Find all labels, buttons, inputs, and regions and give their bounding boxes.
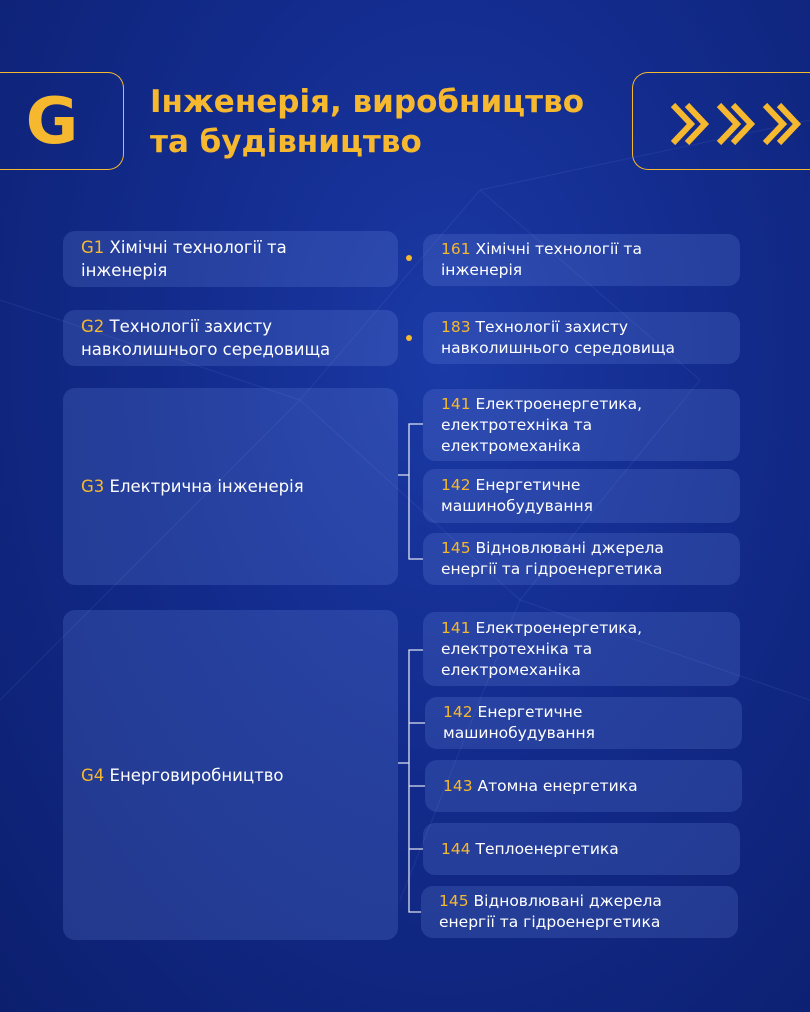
specialty-card-144	[423, 823, 740, 875]
specialty-name: Енергетичне	[475, 476, 581, 494]
specialty-card-141	[423, 612, 740, 686]
specialty-card-141	[423, 389, 740, 461]
specialty-name: Електроенергетика,	[475, 394, 643, 413]
specialty-card-145	[421, 886, 738, 938]
group-code: G2	[81, 317, 105, 336]
specialty-name: Теплоенергетика	[475, 839, 619, 858]
specialty-name-line-2: машинобудування	[441, 497, 593, 515]
specialty-name-line-2: інженерія	[441, 261, 523, 279]
specialty-card-183	[423, 312, 740, 364]
connector-dot	[406, 335, 412, 341]
specialty-name-line-2: енергії та гідроенергетика	[441, 560, 663, 578]
specialty-name-line-2: енергії та гідроенергетика	[439, 913, 661, 931]
specialty-name-line-2: машинобудування	[443, 724, 595, 742]
arrows-box	[632, 72, 810, 170]
section-letter: G	[25, 85, 79, 159]
specialty-code: 144	[441, 839, 471, 858]
specialty-code: 142	[443, 703, 473, 721]
group-card-g4	[63, 610, 398, 940]
specialty-code: 142	[441, 476, 471, 494]
group-card-g2	[63, 310, 398, 366]
group-name: Енерговиробництво	[109, 765, 284, 785]
specialty-code: 145	[441, 539, 471, 557]
group-name-line-2: навколишнього середовища	[81, 340, 331, 359]
specialty-name-line-2: електротехніка та	[441, 415, 593, 434]
specialty-code: 145	[439, 892, 469, 910]
group-card-g1	[63, 231, 398, 287]
page-title-line-2: та будівництво	[150, 124, 422, 160]
specialty-card-143	[425, 760, 742, 812]
group-card-g3	[63, 388, 398, 585]
specialty-name: Технології захисту	[475, 318, 629, 336]
group-name-line-2: інженерія	[81, 261, 168, 280]
group-name: Технології захисту	[109, 317, 272, 336]
specialty-name: Відновлювані джерела	[473, 892, 662, 910]
specialty-name-line-3: електромеханіка	[441, 436, 581, 455]
specialty-card-142	[423, 469, 740, 523]
specialty-card-161	[423, 234, 740, 286]
specialty-name: Відновлювані джерела	[475, 539, 664, 557]
specialty-name-line-3: електромеханіка	[441, 660, 581, 679]
specialty-card-142	[425, 697, 742, 749]
group-code: G1	[81, 238, 105, 257]
specialty-name-line-2: електротехніка та	[441, 639, 593, 658]
specialty-card-145	[423, 533, 740, 585]
section-letter-box	[0, 72, 124, 170]
connector-dot	[406, 255, 412, 261]
specialty-code: 143	[443, 776, 473, 795]
page-title	[150, 82, 620, 162]
group-name: Хімічні технології та	[109, 238, 287, 257]
group-name: Електрична інженерія	[109, 477, 304, 496]
specialty-name: Енергетичне	[477, 703, 583, 721]
group-code: G3	[81, 477, 105, 496]
page-title-line-1: Інженерія, виробництво	[150, 84, 585, 120]
specialty-name-line-2: навколишнього середовища	[441, 339, 676, 357]
specialty-code: 141	[441, 394, 471, 413]
specialty-code: 161	[441, 240, 471, 258]
triple-chevron-right-icon	[669, 101, 809, 147]
specialty-name: Електроенергетика,	[475, 618, 643, 637]
group-code: G4	[81, 765, 105, 785]
specialty-name: Атомна енергетика	[477, 776, 638, 795]
specialty-name: Хімічні технології та	[475, 240, 642, 258]
specialty-code: 183	[441, 318, 471, 336]
specialty-code: 141	[441, 618, 471, 637]
